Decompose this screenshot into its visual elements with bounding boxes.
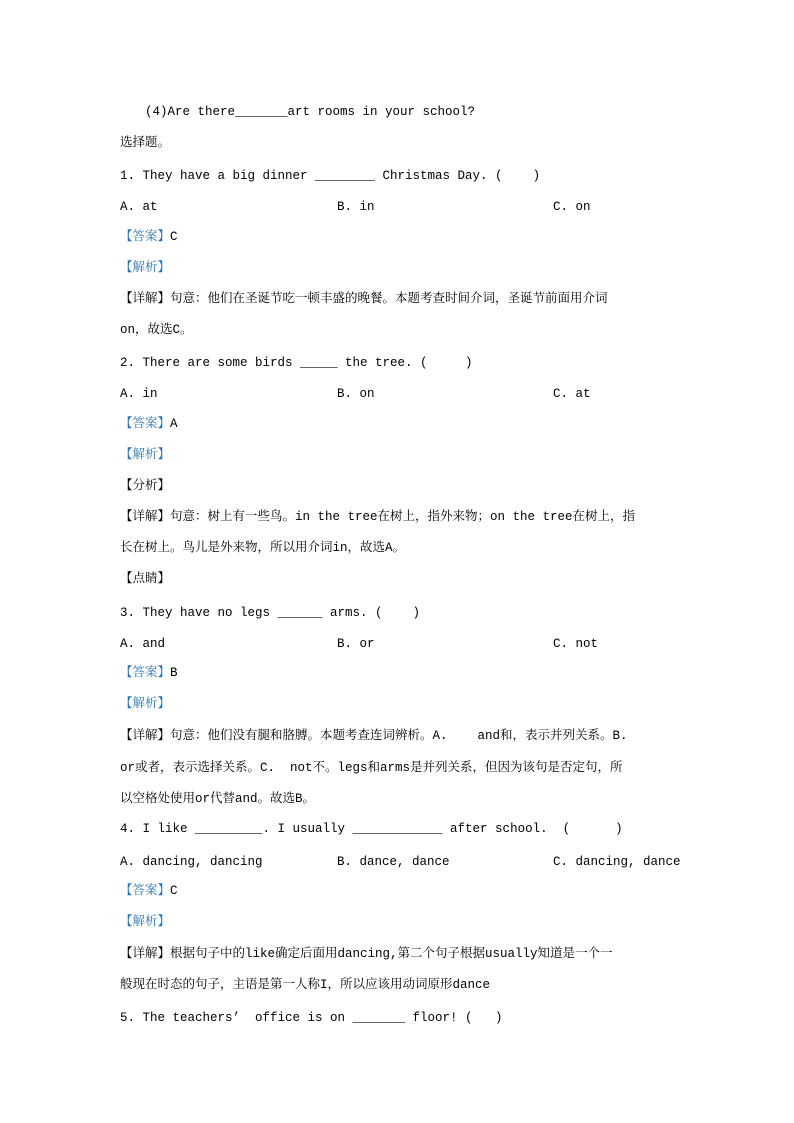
question-2-answer bbox=[120, 416, 178, 432]
fenxi-label: 【分析】 bbox=[120, 479, 171, 493]
question-2-detail bbox=[120, 509, 635, 525]
answer-value: C bbox=[170, 230, 178, 244]
question-4-option-b: B. dance, dance bbox=[337, 855, 450, 869]
question-3-stem: 3. They have no legs ______ arms. ( ) bbox=[120, 606, 421, 620]
question-1-option-a: A. at bbox=[120, 200, 158, 214]
detail-text: 以空格处使用or代替and。故选B。 bbox=[120, 792, 316, 806]
question-2-stem: 2. There are some birds _____ the tree. ( ) bbox=[120, 356, 473, 370]
answer-value: C bbox=[170, 884, 178, 898]
question-1-option-c: C. on bbox=[553, 200, 591, 214]
question-2-option-c: C. at bbox=[553, 387, 591, 401]
question-3-answer bbox=[120, 665, 178, 681]
dianjing-label: 【点睛】 bbox=[120, 572, 171, 586]
detail-text: 般现在时态的句子，主语是第一人称I，所以应该用动词原形dance bbox=[120, 978, 491, 992]
question-1-detail bbox=[120, 291, 608, 307]
question-4-option-c: C. dancing, dance bbox=[553, 855, 681, 869]
question-4-answer bbox=[120, 883, 178, 899]
question-5-stem: 5. The teachers’ office is on _______ floor! ( ) bbox=[120, 1011, 503, 1025]
detail-label: 【详解】 bbox=[120, 292, 171, 306]
detail-text: 根据句子中的like确定后面用dancing,第二个句子根据usually知道是一个一 bbox=[170, 947, 613, 961]
detail-text: 句意：他们没有腿和胳膊。本题考查连词辨析。A. and和，表示并列关系。B. bbox=[170, 729, 628, 743]
question-3-option-c: C. not bbox=[553, 637, 599, 651]
question-4-detail bbox=[120, 946, 613, 962]
answer-label: 【答案】 bbox=[120, 884, 171, 898]
detail-text: on，故选C。 bbox=[120, 323, 193, 337]
question-2-option-a: A. in bbox=[120, 387, 158, 401]
answer-label: 【答案】 bbox=[120, 230, 171, 244]
analysis-label: 【解析】 bbox=[120, 915, 171, 929]
detail-label: 【详解】 bbox=[120, 729, 171, 743]
question-3-option-b: B. or bbox=[337, 637, 375, 651]
analysis-label: 【解析】 bbox=[120, 697, 171, 711]
detail-text: or或者，表示选择关系。C. not不。legs和arms是并列关系，但因为该句是否定句，所 bbox=[120, 761, 623, 775]
detail-text: 长在树上。鸟儿是外来物，所以用介词in，故选A。 bbox=[120, 541, 406, 555]
analysis-label: 【解析】 bbox=[120, 261, 171, 275]
question-2-option-b: B. on bbox=[337, 387, 375, 401]
detail-text: 句意：树上有一些鸟。in the tree在树上，指外来物；on the tree在树上，指 bbox=[170, 510, 636, 524]
detail-label: 【详解】 bbox=[120, 510, 171, 524]
section-title: 选择题。 bbox=[120, 136, 171, 150]
answer-value: A bbox=[170, 417, 178, 431]
fill-blank-question-4: (4)Are there_______art rooms in your school? bbox=[145, 105, 476, 119]
question-4-option-a: A. dancing, dancing bbox=[120, 855, 263, 869]
question-3-detail bbox=[120, 728, 628, 744]
question-1-stem: 1. They have a big dinner ________ Christmas Day. ( ) bbox=[120, 169, 541, 183]
detail-label: 【详解】 bbox=[120, 947, 171, 961]
answer-value: B bbox=[170, 666, 178, 680]
question-1-answer bbox=[120, 229, 178, 245]
detail-text: 句意：他们在圣诞节吃一顿丰盛的晚餐。本题考查时间介词，圣诞节前面用介词 bbox=[170, 292, 608, 306]
question-1-option-b: B. in bbox=[337, 200, 375, 214]
question-3-option-a: A. and bbox=[120, 637, 166, 651]
answer-label: 【答案】 bbox=[120, 417, 171, 431]
question-4-stem: 4. I like _________. I usually ____________ after school. ( ) bbox=[120, 822, 623, 836]
analysis-label: 【解析】 bbox=[120, 448, 171, 462]
answer-label: 【答案】 bbox=[120, 666, 171, 680]
